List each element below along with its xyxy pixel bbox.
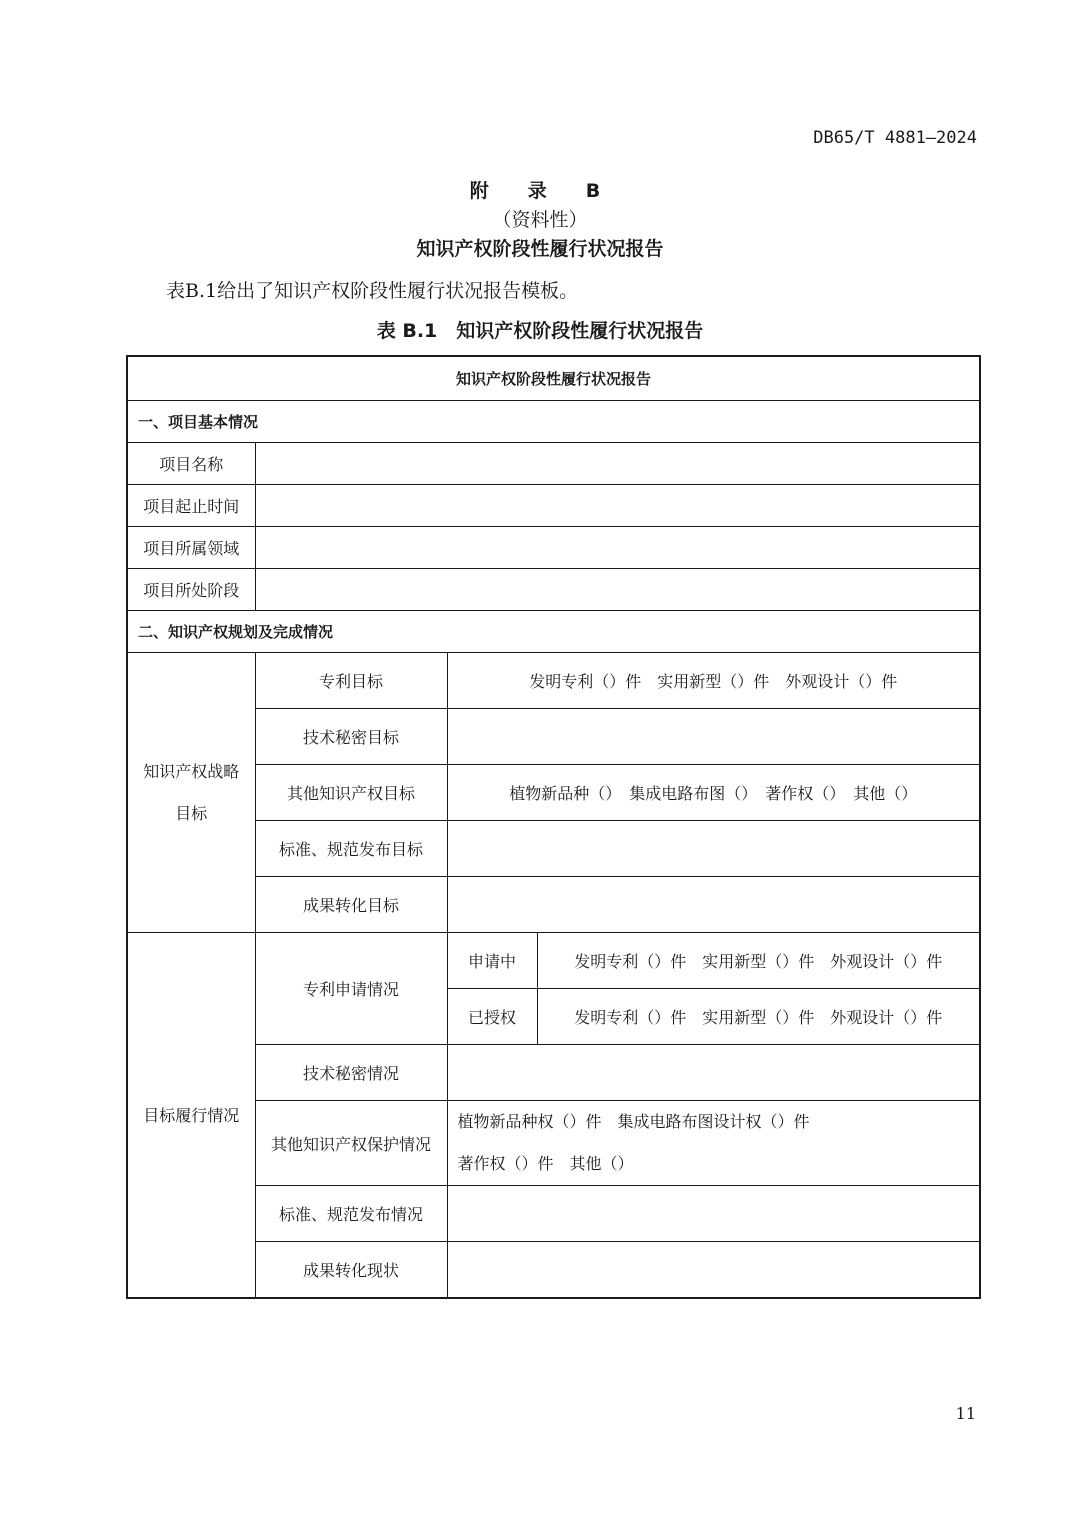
page-number: 11 [955, 1404, 976, 1423]
granted-label: 已授权 [447, 989, 537, 1045]
trade-secret-status-value[interactable] [447, 1045, 980, 1101]
row-label-project-domain: 项目所属领域 [127, 527, 255, 569]
table-header: 知识产权阶段性履行状况报告 [127, 356, 980, 401]
other-ip-status-line1: 植物新品种权（）件 集成电路布图设计权（）件 [457, 1112, 810, 1131]
appendix-name: 知识产权阶段性履行状况报告 [416, 238, 664, 260]
patent-target-value[interactable]: 发明专利（）件 实用新型（）件 外观设计（）件 [447, 653, 980, 709]
appendix-title: 附 录 B [469, 180, 611, 202]
strategy-category-label [127, 653, 255, 933]
appendix-nature: （资料性） [492, 209, 588, 231]
project-name-field[interactable] [255, 443, 980, 485]
performance-category-label: 目标履行情况 [127, 933, 255, 1298]
row-label-project-stage: 项目所处阶段 [127, 569, 255, 611]
applying-label: 申请中 [447, 933, 537, 989]
table-caption: 表 B.1 知识产权阶段性履行状况报告 [376, 320, 704, 342]
other-ip-target-label: 其他知识产权目标 [255, 765, 447, 821]
strategy-label-line2: 目标 [175, 803, 208, 823]
project-period-field[interactable] [255, 485, 980, 527]
transformation-target-label: 成果转化目标 [255, 877, 447, 933]
row-label-project-period: 项目起止时间 [127, 485, 255, 527]
granted-value[interactable]: 发明专利（）件 实用新型（）件 外观设计（）件 [537, 989, 980, 1045]
standards-target-label: 标准、规范发布目标 [255, 821, 447, 877]
trade-secret-target-value[interactable] [447, 709, 980, 765]
trade-secret-target-label: 技术秘密目标 [255, 709, 447, 765]
standards-status-label: 标准、规范发布情况 [255, 1186, 447, 1242]
patent-target-label: 专利目标 [255, 653, 447, 709]
transformation-status-value[interactable] [447, 1242, 980, 1298]
patent-application-label: 专利申请情况 [255, 933, 447, 1045]
other-ip-target-value[interactable]: 植物新品种（） 集成电路布图（） 著作权（） 其他（） [447, 765, 980, 821]
row-label-project-name: 项目名称 [127, 443, 255, 485]
project-stage-field[interactable] [255, 569, 980, 611]
standards-target-value[interactable] [447, 821, 980, 877]
strategy-label-line1: 知识产权战略 [143, 761, 240, 781]
other-ip-status-value[interactable] [447, 1101, 980, 1186]
project-domain-field[interactable] [255, 527, 980, 569]
standards-status-value[interactable] [447, 1186, 980, 1242]
trade-secret-status-label: 技术秘密情况 [255, 1045, 447, 1101]
section-basic-info-title: 一、项目基本情况 [127, 401, 980, 443]
section-ip-plan-title: 二、知识产权规划及完成情况 [127, 611, 980, 653]
document-code: DB65/T 4881—2024 [813, 128, 977, 148]
other-ip-status-line2: 著作权（）件 其他（） [457, 1154, 634, 1173]
report-table [126, 355, 981, 1299]
transformation-status-label: 成果转化现状 [255, 1242, 447, 1298]
transformation-target-value[interactable] [447, 877, 980, 933]
other-ip-status-label: 其他知识产权保护情况 [255, 1101, 447, 1186]
applying-value[interactable]: 发明专利（）件 实用新型（）件 外观设计（）件 [537, 933, 980, 989]
intro-text: 表B.1给出了知识产权阶段性履行状况报告模板。 [166, 280, 579, 302]
